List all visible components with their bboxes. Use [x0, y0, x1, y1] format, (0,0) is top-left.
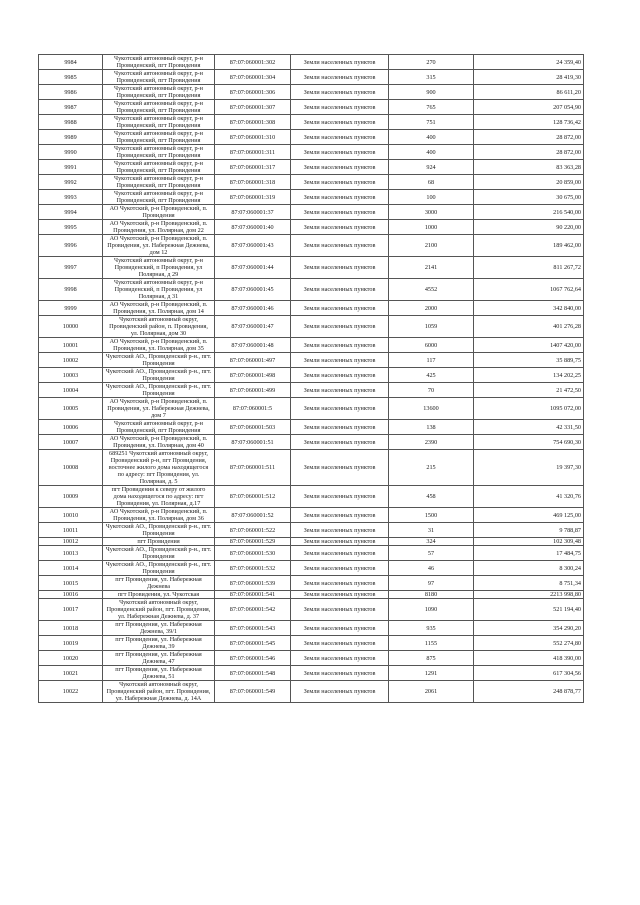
land-category-cell: Земли населенных пунктов — [291, 205, 389, 220]
area-cell: 100 — [389, 190, 474, 205]
table-row — [39, 316, 584, 338]
table-row — [39, 450, 584, 486]
row-number: 9990 — [39, 145, 103, 160]
cadastral-value-cell: 134 202,25 — [474, 368, 584, 383]
table-row — [39, 205, 584, 220]
cadastral-number-cell: 87:07:060001:45 — [215, 279, 291, 301]
cadastral-number-cell: 87:07:060001:47 — [215, 316, 291, 338]
cadastral-value-cell: 28 872,00 — [474, 130, 584, 145]
row-number: 9998 — [39, 279, 103, 301]
cadastral-number-cell: 87:07:060001:503 — [215, 420, 291, 435]
area-cell: 46 — [389, 561, 474, 576]
area-cell: 13600 — [389, 398, 474, 420]
table-row — [39, 546, 584, 561]
land-category-cell: Земли населенных пунктов — [291, 279, 389, 301]
address-cell: АО Чукотский, р-н Провиденский, п. Провидения, ул. Набережная Дежнева, дом 7 — [103, 398, 215, 420]
land-category-cell: Земли населенных пунктов — [291, 85, 389, 100]
table-row — [39, 85, 584, 100]
area-cell: 324 — [389, 538, 474, 546]
cadastral-number-cell: 87:07:060001:317 — [215, 160, 291, 175]
area-cell: 458 — [389, 486, 474, 508]
area-cell: 270 — [389, 55, 474, 70]
address-cell: пгт Провидения, ул. Набережная Дежнева, 47 — [103, 651, 215, 666]
cadastral-value-cell: 28 872,00 — [474, 145, 584, 160]
cadastral-value-cell: 24 359,40 — [474, 55, 584, 70]
table-row — [39, 55, 584, 70]
land-category-cell: Земли населенных пунктов — [291, 115, 389, 130]
row-number: 10011 — [39, 523, 103, 538]
cadastral-value-cell: 28 419,30 — [474, 70, 584, 85]
area-cell: 1090 — [389, 599, 474, 621]
table-row — [39, 70, 584, 85]
land-category-cell: Земли населенных пунктов — [291, 220, 389, 235]
area-cell: 400 — [389, 130, 474, 145]
table-row — [39, 508, 584, 523]
address-cell: пгт Провидения, ул. Набережная Дежнева, 51 — [103, 666, 215, 681]
table-row — [39, 301, 584, 316]
cadastral-number-cell: 87:07:060001:541 — [215, 591, 291, 599]
cadastral-number-cell: 87:07:060001:46 — [215, 301, 291, 316]
address-cell: Чукотский автономный округ, Провиденский район, пгт. Провидения, ул. Набережная Дежнева, д. 37 — [103, 599, 215, 621]
land-category-cell: Земли населенных пунктов — [291, 130, 389, 145]
table-body — [39, 55, 584, 703]
land-category-cell: Земли населенных пунктов — [291, 576, 389, 591]
cadastral-value-cell: 552 274,80 — [474, 636, 584, 651]
area-cell: 97 — [389, 576, 474, 591]
row-number: 10003 — [39, 368, 103, 383]
table-row — [39, 591, 584, 599]
cadastral-number-cell: 87:07:060001:549 — [215, 681, 291, 703]
land-category-cell: Земли населенных пунктов — [291, 368, 389, 383]
row-number: 10021 — [39, 666, 103, 681]
cadastral-value-cell: 754 690,30 — [474, 435, 584, 450]
area-cell: 425 — [389, 368, 474, 383]
cadastral-value-cell: 354 290,20 — [474, 621, 584, 636]
area-cell: 1155 — [389, 636, 474, 651]
cadastral-value-cell: 35 889,75 — [474, 353, 584, 368]
table-row — [39, 353, 584, 368]
address-cell: Чукотский автономный округ, р-н Провиденский, пгт Провидения — [103, 85, 215, 100]
area-cell: 1500 — [389, 508, 474, 523]
land-category-cell: Земли населенных пунктов — [291, 636, 389, 651]
land-category-cell: Земли населенных пунктов — [291, 175, 389, 190]
cadastral-number-cell: 87:07:060001:40 — [215, 220, 291, 235]
cadastral-number-cell: 87:07:060001:498 — [215, 368, 291, 383]
cadastral-number-cell: 87:07:060001:529 — [215, 538, 291, 546]
cadastral-value-cell: 342 840,00 — [474, 301, 584, 316]
cadastral-value-cell: 811 267,72 — [474, 257, 584, 279]
cadastral-number-cell: 87:07:060001:302 — [215, 55, 291, 70]
table-row — [39, 235, 584, 257]
row-number: 9997 — [39, 257, 103, 279]
area-cell: 4552 — [389, 279, 474, 301]
row-number: 10001 — [39, 338, 103, 353]
address-cell: Чукотский АО., Провиденский р-н., пгт. Провидения — [103, 383, 215, 398]
row-number: 9989 — [39, 130, 103, 145]
address-cell: Чукотский АО., Провиденский р-н., пгт. Провидения — [103, 546, 215, 561]
area-cell: 900 — [389, 85, 474, 100]
table-row — [39, 279, 584, 301]
address-cell: АО Чукотский, р-н Провиденский, п. Провидения — [103, 205, 215, 220]
land-category-cell: Земли населенных пунктов — [291, 681, 389, 703]
land-category-cell: Земли населенных пунктов — [291, 599, 389, 621]
cadastral-number-cell: 87:07:060001:52 — [215, 508, 291, 523]
row-number: 10005 — [39, 398, 103, 420]
row-number: 10016 — [39, 591, 103, 599]
land-registry-table — [38, 54, 584, 703]
area-cell: 2390 — [389, 435, 474, 450]
row-number: 10014 — [39, 561, 103, 576]
table-row — [39, 681, 584, 703]
table-row — [39, 368, 584, 383]
cadastral-value-cell: 248 878,77 — [474, 681, 584, 703]
area-cell: 400 — [389, 145, 474, 160]
cadastral-number-cell: 87:07:060001:532 — [215, 561, 291, 576]
table-row — [39, 486, 584, 508]
cadastral-number-cell: 87:07:060001:310 — [215, 130, 291, 145]
cadastral-value-cell: 30 675,00 — [474, 190, 584, 205]
address-cell: пгт Провидения, ул. Чукотская — [103, 591, 215, 599]
cadastral-number-cell: 87:07:060001:304 — [215, 70, 291, 85]
cadastral-number-cell: 87:07:060001:543 — [215, 621, 291, 636]
cadastral-value-cell: 83 363,28 — [474, 160, 584, 175]
address-cell: Чукотский автономный округ, р-н Провиденский, пгт Провидения — [103, 420, 215, 435]
row-number: 9993 — [39, 190, 103, 205]
area-cell: 2141 — [389, 257, 474, 279]
land-category-cell: Земли населенных пунктов — [291, 190, 389, 205]
cadastral-number-cell: 87:07:060001:546 — [215, 651, 291, 666]
cadastral-value-cell: 1407 420,00 — [474, 338, 584, 353]
table-row — [39, 257, 584, 279]
cadastral-number-cell: 87:07:060001:512 — [215, 486, 291, 508]
row-number: 9987 — [39, 100, 103, 115]
land-category-cell: Земли населенных пунктов — [291, 546, 389, 561]
cadastral-number-cell: 87:07:060001:37 — [215, 205, 291, 220]
land-category-cell: Земли населенных пунктов — [291, 651, 389, 666]
land-category-cell: Земли населенных пунктов — [291, 70, 389, 85]
row-number: 10015 — [39, 576, 103, 591]
land-category-cell: Земли населенных пунктов — [291, 486, 389, 508]
table-row — [39, 666, 584, 681]
area-cell: 751 — [389, 115, 474, 130]
cadastral-value-cell: 2213 998,80 — [474, 591, 584, 599]
table-row — [39, 383, 584, 398]
row-number: 9988 — [39, 115, 103, 130]
table-row — [39, 538, 584, 546]
table-row — [39, 599, 584, 621]
row-number: 9984 — [39, 55, 103, 70]
cadastral-value-cell: 90 220,00 — [474, 220, 584, 235]
row-number: 10008 — [39, 450, 103, 486]
address-cell: Чукотский автономный округ, р-н Провиденский, пгт Провидения — [103, 70, 215, 85]
table-row — [39, 420, 584, 435]
row-number: 9986 — [39, 85, 103, 100]
cadastral-value-cell: 102 309,48 — [474, 538, 584, 546]
cadastral-number-cell: 87:07:060001:51 — [215, 435, 291, 450]
address-cell: Чукотский АО., Провиденский р-н., пгт. Провидения — [103, 561, 215, 576]
row-number: 10017 — [39, 599, 103, 621]
address-cell: Чукотский автономный округ, р-н Провиденский, пгт Провидения — [103, 190, 215, 205]
land-category-cell: Земли населенных пунктов — [291, 257, 389, 279]
row-number: 10013 — [39, 546, 103, 561]
cadastral-number-cell: 87:07:060001:522 — [215, 523, 291, 538]
cadastral-value-cell: 42 331,50 — [474, 420, 584, 435]
address-cell: Чукотский автономный округ, р-н Провиденский, пгт Провидения — [103, 145, 215, 160]
land-category-cell: Земли населенных пунктов — [291, 508, 389, 523]
cadastral-value-cell: 401 276,28 — [474, 316, 584, 338]
address-cell: Чукотский АО., Провиденский р-н., пгт. Провидения — [103, 353, 215, 368]
area-cell: 1059 — [389, 316, 474, 338]
table-row — [39, 621, 584, 636]
row-number: 10022 — [39, 681, 103, 703]
land-category-cell: Земли населенных пунктов — [291, 353, 389, 368]
cadastral-number-cell: 87:07:060001:499 — [215, 383, 291, 398]
address-cell: Чукотский автономный округ, р-н Провиденский, пгт Провидения — [103, 175, 215, 190]
cadastral-value-cell: 8 751,34 — [474, 576, 584, 591]
row-number: 9992 — [39, 175, 103, 190]
area-cell: 2061 — [389, 681, 474, 703]
row-number: 9996 — [39, 235, 103, 257]
table-row — [39, 220, 584, 235]
cadastral-value-cell: 9 788,87 — [474, 523, 584, 538]
land-category-cell: Земли населенных пунктов — [291, 523, 389, 538]
row-number: 10004 — [39, 383, 103, 398]
area-cell: 1000 — [389, 220, 474, 235]
cadastral-number-cell: 87:07:060001:545 — [215, 636, 291, 651]
table-row — [39, 398, 584, 420]
land-category-cell: Земли населенных пунктов — [291, 398, 389, 420]
row-number: 10002 — [39, 353, 103, 368]
address-cell: АО Чукотский, р-н Провиденский, п. Провидения, ул. Полярная, дом 40 — [103, 435, 215, 450]
land-category-cell: Земли населенных пунктов — [291, 145, 389, 160]
area-cell: 1291 — [389, 666, 474, 681]
area-cell: 117 — [389, 353, 474, 368]
table-row — [39, 100, 584, 115]
land-category-cell: Земли населенных пунктов — [291, 100, 389, 115]
land-category-cell: Земли населенных пунктов — [291, 538, 389, 546]
table-row — [39, 651, 584, 666]
address-cell: 689251 Чукотский автономный округ, Провиденский р-н, пгт Провидения, восточнее жилого дома находящегося по адресу: пгт Провидения, ул. Полярная, д. 5 — [103, 450, 215, 486]
cadastral-value-cell: 469 125,00 — [474, 508, 584, 523]
area-cell: 875 — [389, 651, 474, 666]
cadastral-value-cell: 19 397,30 — [474, 450, 584, 486]
land-category-cell: Земли населенных пунктов — [291, 591, 389, 599]
address-cell: АО Чукотский, р-н Провиденский, п. Провидения, ул. Полярная, дом 22 — [103, 220, 215, 235]
row-number: 10007 — [39, 435, 103, 450]
cadastral-value-cell: 21 472,50 — [474, 383, 584, 398]
cadastral-number-cell: 87:07:060001:542 — [215, 599, 291, 621]
cadastral-value-cell: 617 304,56 — [474, 666, 584, 681]
area-cell: 31 — [389, 523, 474, 538]
cadastral-number-cell: 87:07:060001:48 — [215, 338, 291, 353]
area-cell: 68 — [389, 175, 474, 190]
address-cell: АО Чукотский, р-н Провиденский, п. Провидения, ул. Полярная, дом 35 — [103, 338, 215, 353]
row-number: 10020 — [39, 651, 103, 666]
cadastral-value-cell: 521 194,40 — [474, 599, 584, 621]
cadastral-value-cell: 41 320,76 — [474, 486, 584, 508]
land-category-cell: Земли населенных пунктов — [291, 420, 389, 435]
land-category-cell: Земли населенных пунктов — [291, 666, 389, 681]
cadastral-value-cell: 207 054,90 — [474, 100, 584, 115]
area-cell: 57 — [389, 546, 474, 561]
table-row — [39, 145, 584, 160]
area-cell: 138 — [389, 420, 474, 435]
land-category-cell: Земли населенных пунктов — [291, 621, 389, 636]
address-cell: АО Чукотский, р-н Провиденский, п. Провидения, ул. Полярная, дом 14 — [103, 301, 215, 316]
area-cell: 3000 — [389, 205, 474, 220]
row-number: 10006 — [39, 420, 103, 435]
address-cell: пгт Провидения — [103, 538, 215, 546]
address-cell: Чукотский автономный округ, р-н Провиденский, п Провидения, ул Полярная, д 31 — [103, 279, 215, 301]
cadastral-number-cell: 87:07:060001:306 — [215, 85, 291, 100]
cadastral-value-cell: 17 484,75 — [474, 546, 584, 561]
row-number: 10019 — [39, 636, 103, 651]
address-cell: Чукотский автономный округ, Провиденский район, пгт. Провидения, ул. Набережная Дежнева, д. 14А — [103, 681, 215, 703]
cadastral-number-cell: 87:07:060001:311 — [215, 145, 291, 160]
table-row — [39, 435, 584, 450]
row-number: 9994 — [39, 205, 103, 220]
area-cell: 935 — [389, 621, 474, 636]
row-number: 9999 — [39, 301, 103, 316]
area-cell: 215 — [389, 450, 474, 486]
row-number: 10012 — [39, 538, 103, 546]
address-cell: Чукотский автономный округ, р-н Провиденский, п Провидения, ул Полярная, д 29 — [103, 257, 215, 279]
address-cell: пгт Провидения, ул. Набережная Дежнева — [103, 576, 215, 591]
cadastral-number-cell: 87:07:060001:548 — [215, 666, 291, 681]
table-row — [39, 561, 584, 576]
cadastral-number-cell: 87:07:060001:307 — [215, 100, 291, 115]
area-cell: 2000 — [389, 301, 474, 316]
area-cell: 765 — [389, 100, 474, 115]
land-category-cell: Земли населенных пунктов — [291, 316, 389, 338]
address-cell: Чукотский автономный округ, р-н Провиденский, пгт Провидения — [103, 55, 215, 70]
area-cell: 924 — [389, 160, 474, 175]
row-number: 10018 — [39, 621, 103, 636]
table-row — [39, 130, 584, 145]
address-cell: АО Чукотский, р-н Провиденский, п. Провидения, ул. Полярная, дом 36 — [103, 508, 215, 523]
area-cell: 8180 — [389, 591, 474, 599]
address-cell: Чукотский автономный округ, р-н Провиденский, пгт Провидения — [103, 100, 215, 115]
address-cell: Чукотский АО., Провиденский р-н., пгт. Провидения — [103, 368, 215, 383]
row-number: 10000 — [39, 316, 103, 338]
land-category-cell: Земли населенных пунктов — [291, 160, 389, 175]
address-cell: пгт Провидения, ул. Набережная Дежнева, 39/1 — [103, 621, 215, 636]
land-category-cell: Земли населенных пунктов — [291, 55, 389, 70]
table-row — [39, 160, 584, 175]
land-category-cell: Земли населенных пунктов — [291, 235, 389, 257]
cadastral-number-cell: 87:07:060001:530 — [215, 546, 291, 561]
land-category-cell: Земли населенных пунктов — [291, 450, 389, 486]
area-cell: 315 — [389, 70, 474, 85]
table-row — [39, 190, 584, 205]
address-cell: Чукотский автономный округ, р-н Провиденский, пгт Провидения — [103, 115, 215, 130]
address-cell: Чукотский АО., Провиденский р-н., пгт. Провидения — [103, 523, 215, 538]
cadastral-value-cell: 1095 072,00 — [474, 398, 584, 420]
cadastral-number-cell: 87:07:060001:539 — [215, 576, 291, 591]
cadastral-number-cell: 87:07:060001:44 — [215, 257, 291, 279]
cadastral-number-cell: 87:07:060001:511 — [215, 450, 291, 486]
cadastral-value-cell: 128 736,42 — [474, 115, 584, 130]
table-row — [39, 175, 584, 190]
cadastral-value-cell: 8 300,24 — [474, 561, 584, 576]
cadastral-number-cell: 87:07:060001:497 — [215, 353, 291, 368]
cadastral-number-cell: 87:07:060001:319 — [215, 190, 291, 205]
cadastral-number-cell: 87:07:060001:43 — [215, 235, 291, 257]
row-number: 9991 — [39, 160, 103, 175]
address-cell: Чукотский автономный округ, р-н Провиденский, пгт Провидения — [103, 160, 215, 175]
row-number: 10010 — [39, 508, 103, 523]
cadastral-value-cell: 1067 762,64 — [474, 279, 584, 301]
address-cell: пгт Провидения к северу от жилого дома находящегося по адресу: пгт Провидения, ул. Полярная, д.17 — [103, 486, 215, 508]
cadastral-number-cell: 87:07:060001:5 — [215, 398, 291, 420]
table-row — [39, 115, 584, 130]
land-category-cell: Земли населенных пунктов — [291, 383, 389, 398]
table-row — [39, 636, 584, 651]
cadastral-number-cell: 87:07:060001:318 — [215, 175, 291, 190]
land-category-cell: Земли населенных пунктов — [291, 435, 389, 450]
table-row — [39, 338, 584, 353]
table-row — [39, 523, 584, 538]
area-cell: 70 — [389, 383, 474, 398]
land-category-cell: Земли населенных пунктов — [291, 338, 389, 353]
land-category-cell: Земли населенных пунктов — [291, 301, 389, 316]
address-cell: Чукотский автономный округ, Провиденский район, п. Провидения, ул. Полярная, дом 30 — [103, 316, 215, 338]
table-row — [39, 576, 584, 591]
cadastral-value-cell: 216 540,00 — [474, 205, 584, 220]
land-category-cell: Земли населенных пунктов — [291, 561, 389, 576]
row-number: 9995 — [39, 220, 103, 235]
cadastral-number-cell: 87:07:060001:308 — [215, 115, 291, 130]
cadastral-value-cell: 86 611,20 — [474, 85, 584, 100]
address-cell: пгт Провидения, ул. Набережная Дежнева, 39 — [103, 636, 215, 651]
address-cell: АО Чукотский, р-н Провиденский, п. Провидения, ул. Набережная Дежнева, дом 12 — [103, 235, 215, 257]
area-cell: 6000 — [389, 338, 474, 353]
row-number: 10009 — [39, 486, 103, 508]
cadastral-value-cell: 418 390,00 — [474, 651, 584, 666]
row-number: 9985 — [39, 70, 103, 85]
address-cell: Чукотский автономный округ, р-н Провиденский, пгт Провидения — [103, 130, 215, 145]
cadastral-value-cell: 20 859,00 — [474, 175, 584, 190]
area-cell: 2100 — [389, 235, 474, 257]
cadastral-value-cell: 189 462,00 — [474, 235, 584, 257]
